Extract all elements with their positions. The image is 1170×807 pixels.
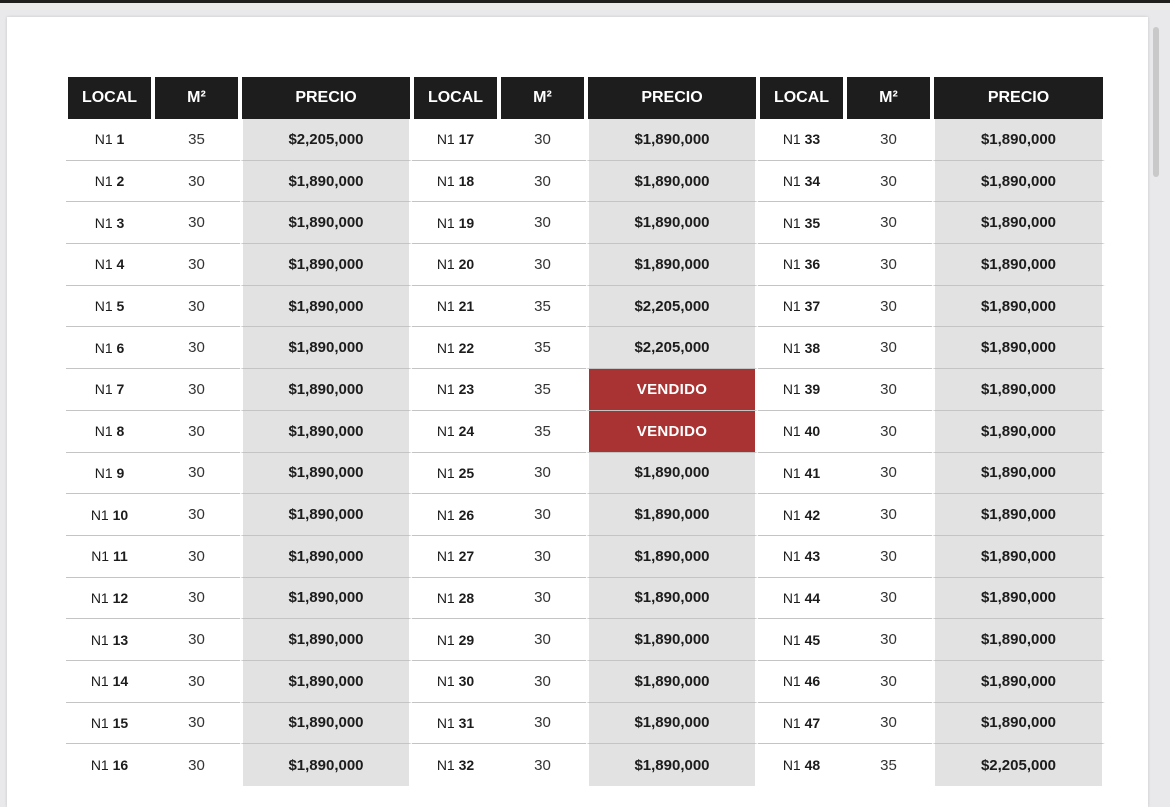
local-number: 25 [458, 464, 475, 481]
local-prefix: N1 [90, 631, 109, 648]
m2-cell: 30 [153, 286, 240, 328]
local-prefix: N1 [436, 214, 455, 231]
local-number: 34 [804, 173, 821, 190]
local-number: 4 [116, 256, 125, 273]
price-cell: $1,890,000 [586, 244, 758, 286]
table-row [66, 703, 1105, 745]
local-cell [412, 286, 499, 328]
local-cell [412, 578, 499, 620]
local-prefix: N1 [90, 589, 109, 606]
local-number: 14 [112, 673, 129, 690]
local-prefix: N1 [436, 631, 455, 648]
local-prefix: N1 [436, 423, 455, 440]
price-cell: $1,890,000 [932, 202, 1105, 244]
table-row [66, 327, 1105, 369]
local-cell [412, 494, 499, 536]
sold-badge: VENDIDO [586, 369, 758, 411]
local-cell [66, 619, 153, 661]
price-cell: $1,890,000 [240, 578, 412, 620]
m2-cell: 35 [499, 286, 586, 328]
m2-cell: 30 [153, 661, 240, 703]
m2-cell: 30 [845, 703, 932, 745]
m2-cell: 30 [845, 244, 932, 286]
m2-cell: 30 [534, 756, 551, 774]
local-cell [758, 286, 845, 328]
local-cell [412, 369, 499, 411]
m2-cell: 30 [845, 494, 932, 536]
header-m2: M² [153, 77, 240, 119]
local-prefix: N1 [782, 757, 801, 774]
local-prefix: N1 [782, 256, 801, 273]
local-prefix: N1 [94, 214, 113, 231]
local-number: 39 [804, 381, 821, 398]
local-cell [412, 536, 499, 578]
local-cell [66, 202, 153, 244]
local-cell [66, 286, 153, 328]
price-cell: $1,890,000 [932, 453, 1105, 495]
table-row [66, 286, 1105, 328]
m2-cell: 30 [153, 494, 240, 536]
table-row [66, 494, 1105, 536]
local-number: 30 [458, 673, 475, 690]
local-number: 21 [458, 298, 475, 315]
local-prefix: N1 [436, 298, 455, 315]
local-number: 5 [116, 298, 125, 315]
local-number: 37 [804, 298, 821, 315]
price-cell: $1,890,000 [586, 703, 758, 745]
m2-cell: 30 [845, 536, 932, 578]
m2-cell: 35 [499, 327, 586, 369]
local-cell [412, 744, 499, 786]
local-cell [758, 494, 845, 536]
local-prefix: N1 [94, 298, 113, 315]
local-prefix: N1 [436, 464, 455, 481]
local-prefix: N1 [94, 381, 113, 398]
m2-cell: 30 [845, 578, 932, 620]
price-cell: $1,890,000 [932, 494, 1105, 536]
header-precio: PRECIO [586, 77, 758, 119]
local-cell [66, 744, 153, 786]
price-cell: $1,890,000 [240, 703, 412, 745]
local-cell [66, 536, 153, 578]
local-cell [758, 578, 845, 620]
table-row [66, 744, 1105, 786]
local-number: 15 [112, 714, 129, 731]
local-prefix: N1 [94, 256, 113, 273]
m2-cell: 30 [153, 161, 240, 203]
price-cell: $1,890,000 [586, 119, 758, 161]
local-number: 6 [116, 339, 125, 356]
local-number: 16 [112, 757, 129, 774]
local-number: 18 [458, 173, 475, 190]
local-prefix: N1 [782, 589, 801, 606]
top-bar [0, 0, 1170, 3]
m2-cell: 35 [499, 369, 586, 411]
price-cell: $1,890,000 [932, 161, 1105, 203]
local-prefix: N1 [436, 673, 455, 690]
m2-cell: 30 [499, 703, 586, 745]
local-cell [66, 161, 153, 203]
price-cell: $1,890,000 [586, 202, 758, 244]
local-number: 29 [458, 631, 475, 648]
local-number: 9 [116, 464, 125, 481]
local-prefix: N1 [436, 339, 455, 356]
local-number: 45 [804, 631, 821, 648]
local-number: 47 [804, 714, 821, 731]
local-prefix: N1 [782, 631, 801, 648]
price-cell: $1,890,000 [932, 661, 1105, 703]
price-cell: $1,890,000 [240, 161, 412, 203]
price-cell: $1,890,000 [240, 536, 412, 578]
local-prefix: N1 [436, 173, 455, 190]
m2-cell: 30 [845, 369, 932, 411]
header-local: LOCAL [66, 77, 153, 119]
local-number: 40 [804, 423, 821, 440]
local-prefix: N1 [782, 214, 801, 231]
price-cell: $1,890,000 [586, 661, 758, 703]
local-cell [758, 202, 845, 244]
local-prefix: N1 [782, 339, 801, 356]
local-prefix: N1 [436, 256, 455, 273]
local-number: 23 [458, 381, 475, 398]
table-row [66, 119, 1105, 161]
local-cell [758, 619, 845, 661]
table-row [66, 369, 1105, 411]
local-number: 26 [458, 506, 475, 523]
m2-cell: 30 [153, 703, 240, 745]
m2-cell: 30 [153, 327, 240, 369]
local-prefix: N1 [90, 757, 109, 774]
price-cell: $1,890,000 [586, 536, 758, 578]
table-row [66, 453, 1105, 495]
local-number: 24 [458, 423, 475, 440]
local-number: 11 [112, 548, 128, 565]
local-cell [66, 411, 153, 453]
m2-cell: 30 [153, 619, 240, 661]
price-cell: $1,890,000 [932, 327, 1105, 369]
price-cell: $1,890,000 [586, 494, 758, 536]
m2-cell: 30 [845, 327, 932, 369]
table-row [66, 202, 1105, 244]
local-number: 17 [458, 131, 475, 148]
local-number: 44 [804, 589, 821, 606]
local-cell [66, 661, 153, 703]
price-cell: $1,890,000 [240, 619, 412, 661]
local-number: 13 [112, 631, 129, 648]
header-m2: M² [845, 77, 932, 119]
local-number: 48 [804, 757, 821, 774]
local-cell [758, 744, 845, 786]
m2-cell: 35 [499, 411, 586, 453]
local-prefix: N1 [782, 298, 801, 315]
m2-cell: 30 [499, 161, 586, 203]
local-number: 10 [112, 506, 129, 523]
price-cell: $1,890,000 [586, 161, 758, 203]
local-number: 27 [458, 548, 475, 565]
local-cell [758, 161, 845, 203]
price-cell: $1,890,000 [932, 369, 1105, 411]
price-cell: $1,890,000 [586, 453, 758, 495]
local-number: 22 [458, 339, 475, 356]
price-cell: $1,890,000 [586, 744, 758, 786]
local-prefix: N1 [782, 506, 801, 523]
price-cell: $1,890,000 [240, 661, 412, 703]
local-number: 35 [804, 214, 821, 231]
local-cell [758, 453, 845, 495]
local-cell [412, 327, 499, 369]
local-number: 42 [804, 506, 821, 523]
m2-cell: 30 [153, 453, 240, 495]
local-prefix: N1 [436, 131, 455, 148]
local-prefix: N1 [90, 506, 109, 523]
local-number: 19 [458, 214, 475, 231]
local-prefix: N1 [782, 673, 801, 690]
local-number: 31 [458, 714, 475, 731]
m2-cell: 30 [499, 619, 586, 661]
local-cell [412, 453, 499, 495]
local-cell [758, 411, 845, 453]
price-cell: $1,890,000 [240, 744, 412, 786]
local-cell [66, 494, 153, 536]
local-cell [412, 619, 499, 661]
table-row [66, 661, 1105, 703]
m2-cell: 30 [153, 244, 240, 286]
local-prefix: N1 [782, 714, 801, 731]
local-cell [412, 244, 499, 286]
m2-cell: 30 [845, 619, 932, 661]
local-cell [758, 369, 845, 411]
local-number: 20 [458, 256, 475, 273]
m2-cell: 30 [845, 286, 932, 328]
local-prefix: N1 [94, 173, 113, 190]
local-number: 46 [804, 673, 821, 690]
local-number: 38 [804, 339, 821, 356]
price-cell: $1,890,000 [240, 453, 412, 495]
m2-cell: 30 [499, 453, 586, 495]
m2-cell: 30 [845, 161, 932, 203]
m2-cell: 30 [499, 536, 586, 578]
price-cell: $1,890,000 [932, 619, 1105, 661]
m2-cell: 30 [845, 411, 932, 453]
table-row [66, 619, 1105, 661]
local-prefix: N1 [782, 548, 801, 565]
local-cell [758, 703, 845, 745]
local-prefix: N1 [90, 673, 109, 690]
local-cell [412, 161, 499, 203]
local-cell [66, 578, 153, 620]
price-cell: $1,890,000 [932, 411, 1105, 453]
m2-cell: 30 [153, 202, 240, 244]
table-header-row [66, 77, 1105, 119]
m2-cell: 30 [188, 756, 205, 774]
price-cell: $1,890,000 [240, 369, 412, 411]
table-row [66, 536, 1105, 578]
local-number: 3 [116, 214, 125, 231]
price-cell: $1,890,000 [240, 327, 412, 369]
local-number: 28 [458, 589, 475, 606]
scrollbar[interactable] [1151, 17, 1163, 796]
m2-cell: 30 [499, 494, 586, 536]
price-cell: $1,890,000 [240, 286, 412, 328]
local-cell [758, 661, 845, 703]
header-precio: PRECIO [932, 77, 1105, 119]
header-local: LOCAL [412, 77, 499, 119]
m2-cell: 30 [845, 119, 932, 161]
m2-cell: 30 [153, 411, 240, 453]
m2-cell: 30 [499, 244, 586, 286]
price-cell: $1,890,000 [240, 494, 412, 536]
price-cell: $1,890,000 [586, 619, 758, 661]
m2-cell: 30 [153, 536, 240, 578]
local-cell [66, 369, 153, 411]
local-cell [412, 411, 499, 453]
local-number: 36 [804, 256, 821, 273]
price-table [66, 77, 1105, 786]
local-number: 1 [116, 131, 125, 148]
local-number: 2 [116, 173, 125, 190]
sold-badge: VENDIDO [586, 411, 758, 453]
local-cell [758, 536, 845, 578]
local-cell [758, 327, 845, 369]
local-number: 12 [112, 589, 129, 606]
price-cell: $1,890,000 [586, 578, 758, 620]
local-cell [66, 119, 153, 161]
local-number: 7 [116, 381, 125, 398]
table-row [66, 578, 1105, 620]
local-prefix: N1 [782, 131, 801, 148]
local-cell [66, 703, 153, 745]
m2-cell: 30 [499, 578, 586, 620]
local-prefix: N1 [436, 506, 455, 523]
price-cell: $2,205,000 [586, 286, 758, 328]
m2-cell: 30 [499, 119, 586, 161]
local-prefix: N1 [91, 548, 110, 565]
local-prefix: N1 [436, 714, 455, 731]
local-prefix: N1 [782, 423, 801, 440]
m2-cell: 30 [845, 202, 932, 244]
local-number: 43 [804, 548, 821, 565]
local-cell [412, 661, 499, 703]
local-number: 33 [804, 131, 821, 148]
price-cell: $1,890,000 [932, 703, 1105, 745]
local-number: 32 [458, 757, 475, 774]
price-cell: $1,890,000 [932, 286, 1105, 328]
m2-cell: 30 [845, 661, 932, 703]
local-prefix: N1 [94, 464, 113, 481]
m2-cell: 30 [153, 369, 240, 411]
local-prefix: N1 [782, 464, 801, 481]
local-prefix: N1 [94, 339, 113, 356]
price-cell: $2,205,000 [932, 744, 1105, 786]
m2-cell: 30 [499, 661, 586, 703]
local-cell [66, 244, 153, 286]
scrollbar-thumb[interactable] [1153, 27, 1159, 177]
m2-cell: 30 [153, 578, 240, 620]
price-cell: $2,205,000 [240, 119, 412, 161]
price-cell: $1,890,000 [932, 578, 1105, 620]
local-prefix: N1 [436, 589, 455, 606]
local-cell [758, 244, 845, 286]
price-cell: $1,890,000 [932, 119, 1105, 161]
local-number: 8 [116, 423, 125, 440]
price-cell: $2,205,000 [586, 327, 758, 369]
price-cell: $1,890,000 [240, 202, 412, 244]
local-cell [412, 119, 499, 161]
local-number: 41 [804, 464, 821, 481]
price-cell: $1,890,000 [240, 411, 412, 453]
local-prefix: N1 [94, 423, 113, 440]
table-row [66, 244, 1105, 286]
header-precio: PRECIO [240, 77, 412, 119]
m2-cell: 35 [880, 756, 897, 774]
local-prefix: N1 [782, 173, 801, 190]
local-prefix: N1 [436, 757, 455, 774]
local-prefix: N1 [436, 381, 455, 398]
table-row [66, 411, 1105, 453]
m2-cell: 35 [153, 119, 240, 161]
local-prefix: N1 [782, 381, 801, 398]
m2-cell: 30 [845, 453, 932, 495]
local-prefix: N1 [436, 548, 455, 565]
price-cell: $1,890,000 [932, 244, 1105, 286]
local-prefix: N1 [90, 714, 109, 731]
price-cell: $1,890,000 [240, 244, 412, 286]
local-cell [412, 703, 499, 745]
table-body [66, 119, 1105, 786]
local-cell [758, 119, 845, 161]
local-cell [66, 327, 153, 369]
local-cell [66, 453, 153, 495]
m2-cell: 30 [499, 202, 586, 244]
price-cell: $1,890,000 [932, 536, 1105, 578]
table-row [66, 161, 1105, 203]
header-local: LOCAL [758, 77, 845, 119]
local-prefix: N1 [94, 131, 113, 148]
header-m2: M² [499, 77, 586, 119]
local-cell [412, 202, 499, 244]
